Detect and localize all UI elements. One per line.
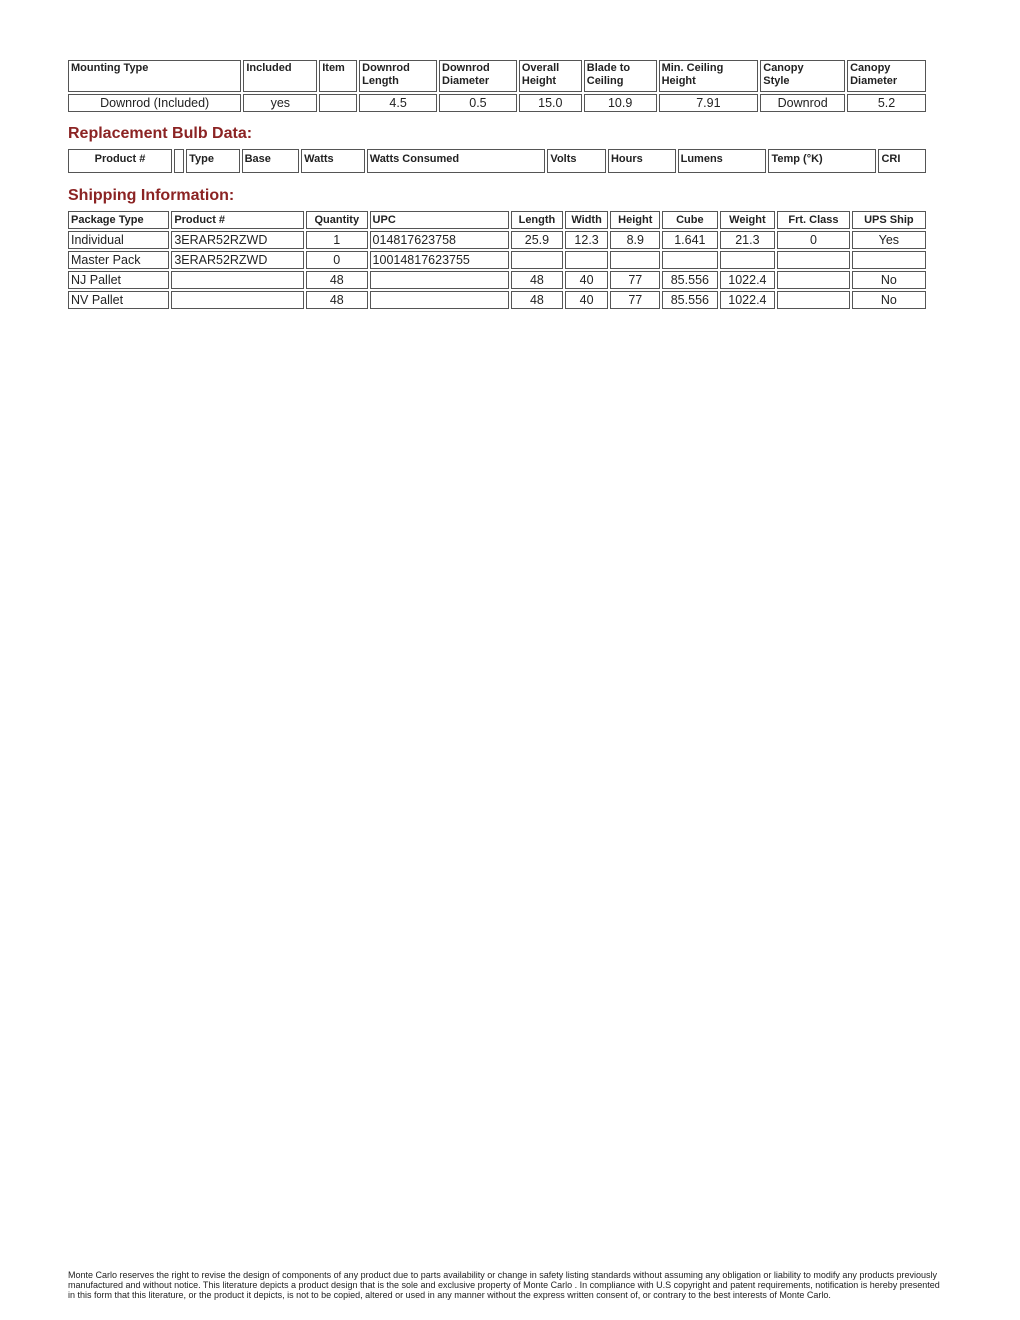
shipping-cell: 1022.4 [720, 271, 776, 289]
shipping-cell: 85.556 [662, 271, 718, 289]
shipping-header-frt-class: Frt. Class [777, 211, 850, 229]
mounting-header-blade-to-ceiling: Blade to Ceiling [584, 60, 657, 92]
mounting-header-downrod-length: Downrod Length [359, 60, 437, 92]
shipping-cell: 77 [610, 291, 660, 309]
shipping-cell: 0 [777, 231, 850, 249]
shipping-cell: 48 [511, 271, 563, 289]
shipping-cell: 12.3 [565, 231, 609, 249]
shipping-cell [852, 251, 926, 269]
mounting-cell-included: yes [243, 94, 317, 112]
bulb-header-watts: Watts [301, 149, 365, 173]
shipping-cell [370, 271, 510, 289]
shipping-header-width: Width [565, 211, 609, 229]
mounting-header-canopy-style: Canopy Style [760, 60, 845, 92]
shipping-cell: NV Pallet [68, 291, 169, 309]
shipping-cell: Master Pack [68, 251, 169, 269]
shipping-cell: Yes [852, 231, 926, 249]
shipping-cell: 48 [306, 291, 368, 309]
shipping-cell [662, 251, 718, 269]
mounting-header-min-ceiling-height: Min. Ceiling Height [659, 60, 759, 92]
shipping-header-product: Product # [171, 211, 304, 229]
shipping-row-individual [68, 231, 926, 249]
shipping-cell: 0 [306, 251, 368, 269]
shipping-cell: Individual [68, 231, 169, 249]
shipping-header-cube: Cube [662, 211, 718, 229]
mounting-cell-min-ceiling-height: 7.91 [659, 94, 759, 112]
mounting-cell-overall-height: 15.0 [519, 94, 582, 112]
shipping-header-height: Height [610, 211, 660, 229]
mounting-header-included: Included [243, 60, 317, 92]
mounting-cell-item [319, 94, 357, 112]
shipping-header-row [68, 211, 926, 229]
shipping-cell [777, 291, 850, 309]
shipping-header-upc: UPC [370, 211, 510, 229]
bulb-header-cri: CRI [878, 149, 926, 173]
shipping-row-master-pack [68, 251, 926, 269]
bulb-section-title: Replacement Bulb Data: [68, 125, 253, 142]
shipping-cell: 8.9 [610, 231, 660, 249]
bulb-header-hours: Hours [608, 149, 676, 173]
shipping-cell: 77 [610, 271, 660, 289]
legal-disclaimer: Monte Carlo reserves the right to revise the design of components of any product due to parts availability or change in safety listing standards without assuming any obligation or liability to modify any products previously manufactured and without notice. This literature depicts a product design that is the sole and exclusive property of Monte Carlo . In compliance with U.S copyright and patent requirements, notification is hereby presented in this form that this literature, or the product it depicts, is not to be copied, altered or used in any manner without the express written consent of, or contrary to the best interests of Monte Carlo. [68, 1270, 940, 1300]
shipping-table [66, 209, 928, 311]
bulb-header-blank [174, 149, 184, 173]
shipping-cell: 3ERAR52RZWD [171, 251, 304, 269]
bulb-table [66, 147, 928, 175]
shipping-cell [720, 251, 776, 269]
bulb-header-temp: Temp (°K) [768, 149, 876, 173]
mounting-header-mounting-type: Mounting Type [68, 60, 241, 92]
shipping-row-nv-pallet [68, 291, 926, 309]
shipping-cell: 21.3 [720, 231, 776, 249]
mounting-cell-downrod-diameter: 0.5 [439, 94, 517, 112]
shipping-cell [511, 251, 563, 269]
shipping-cell: 48 [511, 291, 563, 309]
bulb-header-row [68, 149, 926, 173]
shipping-cell: 40 [565, 271, 609, 289]
bulb-header-type: Type [186, 149, 240, 173]
bulb-header-base: Base [242, 149, 300, 173]
mounting-header-downrod-diameter: Downrod Diameter [439, 60, 517, 92]
shipping-cell: 1.641 [662, 231, 718, 249]
shipping-cell: NJ Pallet [68, 271, 169, 289]
shipping-cell [370, 291, 510, 309]
shipping-header-ups-ship: UPS Ship [852, 211, 926, 229]
shipping-cell [777, 251, 850, 269]
shipping-cell: 014817623758 [370, 231, 510, 249]
bulb-header-product: Product # [68, 149, 172, 173]
shipping-cell: 40 [565, 291, 609, 309]
shipping-header-length: Length [511, 211, 563, 229]
shipping-cell [610, 251, 660, 269]
shipping-cell: No [852, 271, 926, 289]
shipping-cell: 1 [306, 231, 368, 249]
mounting-cell-downrod-length: 4.5 [359, 94, 437, 112]
shipping-cell: 48 [306, 271, 368, 289]
shipping-cell [777, 271, 850, 289]
mounting-data-row [68, 94, 926, 112]
mounting-header-overall-height: Overall Height [519, 60, 582, 92]
shipping-header-package-type: Package Type [68, 211, 169, 229]
shipping-header-quantity: Quantity [306, 211, 368, 229]
shipping-cell [565, 251, 609, 269]
mounting-cell-canopy-style: Downrod [760, 94, 845, 112]
bulb-header-watts-consumed: Watts Consumed [367, 149, 546, 173]
bulb-header-lumens: Lumens [678, 149, 767, 173]
shipping-row-nj-pallet [68, 271, 926, 289]
shipping-cell: 1022.4 [720, 291, 776, 309]
mounting-header-row [68, 60, 926, 92]
mounting-header-item: Item [319, 60, 357, 92]
shipping-cell: 85.556 [662, 291, 718, 309]
mounting-cell-blade-to-ceiling: 10.9 [584, 94, 657, 112]
mounting-header-canopy-diameter: Canopy Diameter [847, 60, 926, 92]
mounting-table [66, 58, 928, 114]
shipping-cell [171, 291, 304, 309]
mounting-cell-canopy-diameter: 5.2 [847, 94, 926, 112]
mounting-cell-mounting-type: Downrod (Included) [68, 94, 241, 112]
shipping-cell: 25.9 [511, 231, 563, 249]
shipping-header-weight: Weight [720, 211, 776, 229]
shipping-cell: 3ERAR52RZWD [171, 231, 304, 249]
shipping-cell: No [852, 291, 926, 309]
shipping-section-title: Shipping Information: [68, 187, 235, 204]
shipping-cell: 10014817623755 [370, 251, 510, 269]
bulb-header-volts: Volts [547, 149, 606, 173]
shipping-cell [171, 271, 304, 289]
